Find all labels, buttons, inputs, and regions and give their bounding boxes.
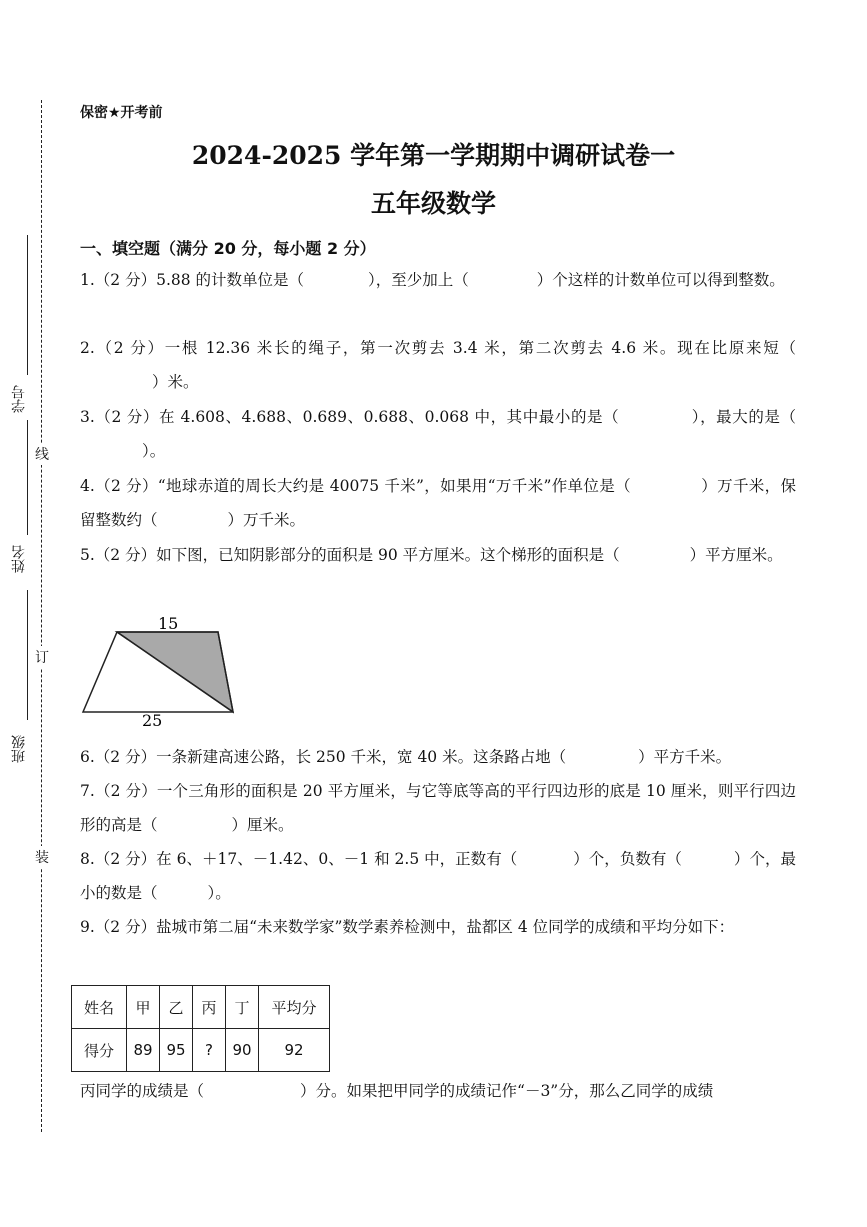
question-7: 7.（2 分）一个三角形的面积是 20 平方厘米，与它等底等高的平行四边形的底是 10 厘米，则平行四边形的高是（ ）厘米。 [80, 782, 796, 834]
table-cell: 丙 [193, 986, 226, 1029]
table-cell: 得分 [72, 1029, 127, 1072]
question-2: 2.（2 分）一根 12.36 米长的绳子，第一次剪去 3.4 米，第二次剪去 4.6 米。现在比原来短（）米。 [80, 339, 796, 391]
binding-word-line: 线 [35, 443, 49, 465]
table-cell: 丁 [226, 986, 259, 1029]
table-cell: 92 [259, 1029, 330, 1072]
student-id-label: 学号 [11, 385, 27, 413]
exam-title: 2024-2025 学年第一学期期中调研试卷一 [191, 141, 676, 170]
name-fill-line[interactable] [27, 420, 28, 535]
table-cell: ? [193, 1029, 226, 1072]
name-label: 姓名 [11, 545, 27, 573]
binding-word-bind: 装 [35, 846, 49, 868]
question-4: 4.（2 分）“地球赤道的周长大约是 40075 千米”，如果用“万千米”作单位是（ ）万千米，保留整数约（ ）万千米。 [80, 477, 796, 529]
question-9-continued: 丙同学的成绩是（ ）分。如果把甲同学的成绩记作“－3”分，那么乙同学的成绩 [80, 1082, 714, 1100]
table-cell: 平均分 [259, 986, 330, 1029]
table-cell: 95 [160, 1029, 193, 1072]
table-row [72, 986, 330, 1029]
bottom-base-label: 25 [142, 711, 163, 730]
score-table [71, 985, 330, 1072]
table-cell: 90 [226, 1029, 259, 1072]
table-cell: 乙 [160, 986, 193, 1029]
trapezoid-figure [78, 612, 243, 732]
table-cell: 甲 [127, 986, 160, 1029]
top-base-label: 15 [158, 614, 179, 633]
binding-word-staple: 订 [35, 646, 49, 668]
exam-subtitle: 五年级数学 [370, 189, 496, 218]
student-id-fill-line[interactable] [27, 235, 28, 375]
question-3: 3.（2 分）在 4.608、4.688、0.689、0.688、0.068 中，其中最小的是（ ），最大的是（）。 [80, 408, 796, 460]
class-fill-line[interactable] [27, 590, 28, 720]
question-8: 8.（2 分）在 6、＋17、－1.42、0、－1 和 2.5 中，正数有（ ）个，负数有（ ）个，最小的数是（ ）。 [80, 850, 796, 902]
section-heading: 一、填空题（满分 20 分，每小题 2 分） [80, 239, 376, 258]
question-1: 1.（2 分）5.88 的计数单位是（ ），至少加上（ ）个这样的计数单位可以得到整数。 [80, 271, 785, 289]
table-cell: 89 [127, 1029, 160, 1072]
confidential-mark: 保密★开考前 [80, 105, 163, 121]
class-label: 班级 [11, 735, 27, 763]
binding-dashed-line [41, 100, 42, 1132]
question-5: 5.（2 分）如下图，已知阴影部分的面积是 90 平方厘米。这个梯形的面积是（ ）平方厘米。 [80, 546, 783, 564]
table-row [72, 1029, 330, 1072]
question-9: 9.（2 分）盐城市第二届“未来数学家”数学素养检测中，盐都区 4 位同学的成绩和平均分如下： [80, 918, 735, 936]
table-cell: 姓名 [72, 986, 127, 1029]
question-6: 6.（2 分）一条新建高速公路，长 250 千米，宽 40 米。这条路占地（ ）平方千米。 [80, 748, 732, 766]
